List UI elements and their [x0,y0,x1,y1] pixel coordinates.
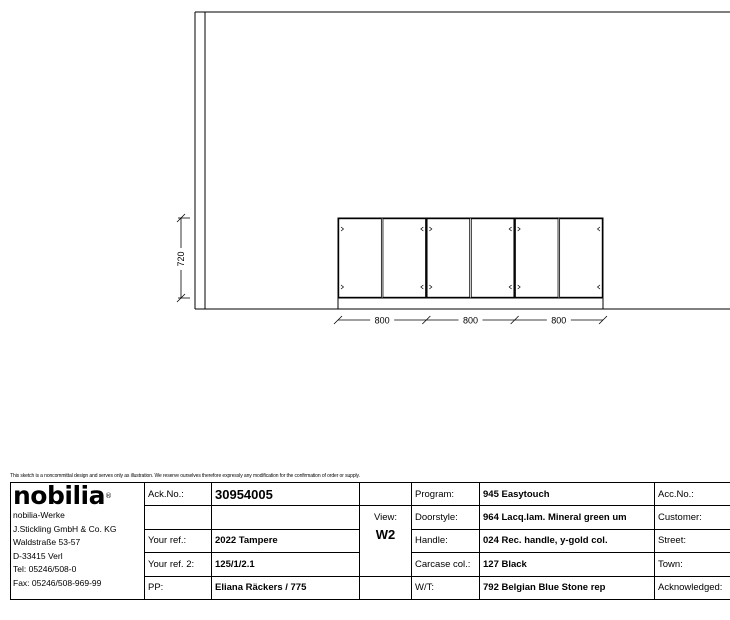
cabinet-1 [338,218,426,298]
view-bottom-cell [360,576,412,599]
wt-label: W/T: [412,576,480,599]
hinge-mark-3-1-2 [518,285,521,289]
program-value: 945 Easytouch [480,483,655,506]
hinge-mark-1-1-2 [341,285,344,289]
view-value: W2 [375,527,396,543]
your-ref-value: 2022 Tampere [212,529,360,552]
handle-label: Handle: [412,529,480,552]
your-ref-label: Your ref.: [145,529,212,552]
door-2-2 [471,219,514,297]
view-top-cell [360,483,412,506]
pp-value: Eliana Räckers / 775 [212,576,360,599]
ack-no-label: Ack.No.: [145,483,212,506]
empty-label-cell [145,506,212,529]
carcase-label: Carcase col.: [412,553,480,576]
hinge-mark-1-1-1 [341,227,344,231]
door-1-1 [339,219,382,297]
your-ref2-value: 125/1/2.1 [212,553,360,576]
hinge-mark-2-1-2 [429,285,432,289]
company-address: nobilia-Werke J.Stickling GmbH & Co. KG Waldstraße 53-57 D-33415 Verl Tel: 05246/508-0 Fax: 05246/508-969-99 [13,510,117,588]
ack-no-value: 30954005 [212,483,360,506]
company-block [11,483,145,600]
hinge-mark-3-2-2 [597,285,600,289]
nobilia-logo: nobilia® [13,482,112,510]
hinge-mark-2-2-2 [509,285,512,289]
customer-label: Customer: [655,506,730,529]
hinge-mark-2-1-1 [429,227,432,231]
street-label: Street: [655,529,730,552]
door-1-2 [383,219,426,297]
cabinet-2 [426,218,514,298]
cabinet-group [338,218,603,298]
width-dimension-label-3: 800 [551,315,567,326]
doorstyle-label: Doorstyle: [412,506,480,529]
empty-value-cell [212,506,360,529]
width-dimension-label-2: 800 [462,315,479,326]
door-2-1 [427,219,470,297]
door-3-1 [515,219,558,297]
view-cell [360,506,412,576]
view-label: View: [373,512,398,524]
program-label: Program: [412,483,480,506]
width-dimension-group [334,314,607,326]
door-3-2 [560,219,603,297]
hinge-mark-1-2-2 [421,285,424,289]
title-block [10,482,730,600]
town-label: Town: [655,553,730,576]
your-ref2-label: Your ref. 2: [145,553,212,576]
hinge-mark-3-2-1 [597,227,600,231]
hinge-mark-2-2-1 [509,227,512,231]
acc-no-label: Acc.No.: [655,483,730,506]
width-dimension-label-1: 800 [374,315,390,326]
handle-value: 024 Rec. handle, y-gold col. [480,529,655,552]
wt-value: 792 Belgian Blue Stone rep [480,576,655,599]
hinge-mark-3-1-1 [518,227,521,231]
cabinet-3 [515,218,603,298]
carcase-value: 127 Black [480,553,655,576]
doorstyle-value: 964 Lacq.lam. Mineral green um [480,506,655,529]
acknowledged-label: Acknowledged: [655,576,730,599]
disclaimer-text: This sketch is a noncommittal design and serves only as illustration. We reserve ourselves therefore expressly any modification for the confirmation of order or supply. [10,473,360,479]
pp-label: PP: [145,576,212,599]
hinge-mark-1-2-1 [421,227,424,231]
height-dimension-label: 720 [176,251,186,267]
